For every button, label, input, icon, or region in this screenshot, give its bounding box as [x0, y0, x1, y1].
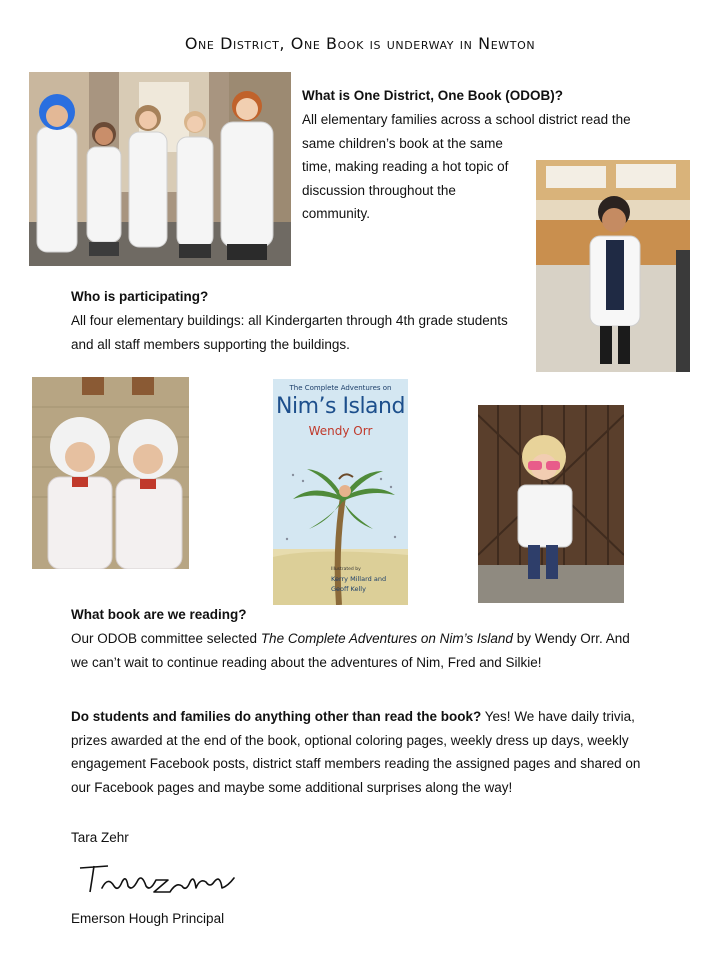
- text-line: discussion throughout the: [302, 182, 456, 198]
- photo-boy-lab-coat: [536, 160, 690, 372]
- text-line: community.: [302, 206, 371, 221]
- book-series: The Complete Adventures on: [289, 384, 392, 392]
- text-line: All elementary families across a school district read the: [302, 112, 631, 127]
- paragraph-who-participating: [71, 309, 508, 356]
- photo-girl-pink-glasses: [478, 405, 624, 603]
- photo-twins-einstein-wigs: [32, 377, 189, 569]
- book-illustrators-line1: Kerry Millard and: [331, 575, 387, 583]
- book-illustrated-by: Illustrated by: [331, 567, 361, 572]
- text-line: same children’s book at the same: [302, 135, 503, 151]
- heading-who-participating: Who is participating?: [71, 289, 209, 304]
- text-line: [71, 627, 630, 651]
- text-line: All four elementary buildings: all Kindergarten through 4th grade students: [71, 313, 508, 328]
- text-run: Our ODOB committee selected: [71, 631, 261, 646]
- heading-what-book: What book are we reading?: [71, 607, 247, 622]
- text-line: time, making reading a hot topic of: [302, 159, 509, 174]
- signature: [72, 852, 242, 900]
- text-line: we can’t wait to continue reading about the adventures of Nim, Fred and Silkie!: [71, 654, 542, 670]
- signoff-name: Tara Zehr: [71, 830, 129, 845]
- text-line: prizes awarded at the end of the book, optional coloring pages, weekly dress up days, weekly: [71, 732, 629, 748]
- book-title-italic: The Complete Adventures on Nim’s Island: [260, 631, 513, 646]
- book-author: Wendy Orr: [308, 424, 373, 438]
- photo-group-lab-coats: [29, 72, 291, 266]
- book-illustrators-line2: Geoff Kelly: [331, 585, 366, 593]
- book-title: Nim’s Island: [276, 394, 405, 419]
- text-line: our Facebook pages and maybe some additional surprises along the way!: [71, 779, 513, 795]
- page-title: One District, One Book is underway in Newton: [184, 34, 536, 53]
- text-run: by Wendy Orr. And: [512, 631, 630, 646]
- text-line: [71, 705, 640, 729]
- book-cover-nims-island: [273, 379, 408, 605]
- text-line: engagement Facebook posts, district staff members reading the assigned pages and shared on: [71, 756, 641, 771]
- paragraph-what-book: [71, 627, 630, 674]
- paragraph-other-activities: [71, 705, 640, 799]
- heading-other-activities: Do students and families do anything other than read the book?: [71, 709, 482, 724]
- signoff-role: Emerson Hough Principal: [71, 911, 225, 926]
- text-run: Yes! We have daily trivia,: [481, 709, 635, 724]
- text-line: and all staff members supporting the buildings.: [71, 336, 350, 352]
- heading-what-is-odob: What is One District, One Book (ODOB)?: [302, 88, 564, 103]
